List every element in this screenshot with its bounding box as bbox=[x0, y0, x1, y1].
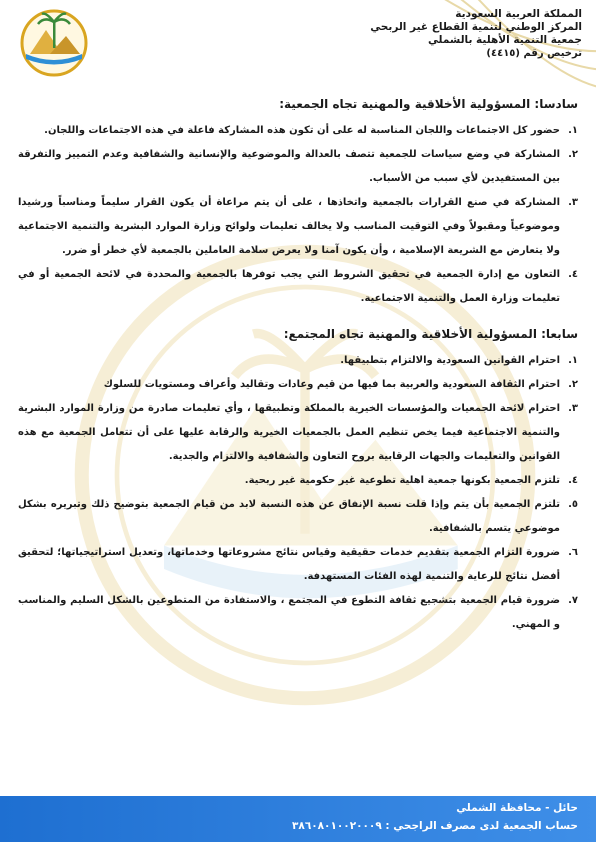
item-text: احترام القوانين السعودية والالتزام بتطبيقها. bbox=[340, 355, 560, 366]
item-number: ٣. bbox=[568, 197, 578, 208]
item-text: المشاركة في وضع سياسات للجمعية تتصف بالعدالة والموضوعية والإنسانية والشفافية وعدم التمييز والتفرقة بين المستفيدين لأي سبب من الأسباب. bbox=[18, 149, 560, 184]
section-title: سابعا: المسؤولية الأخلاقية والمهنية تجاه المجتمع: bbox=[283, 327, 578, 341]
list-item bbox=[18, 397, 578, 469]
footer-location: حائل - محافظة الشملي bbox=[456, 802, 578, 814]
license-number: ترخيص رقم (٤٤١٥) bbox=[486, 48, 582, 59]
country-name: المملكة العربية السعودية bbox=[455, 8, 582, 20]
association-name: جمعية التنمية الأهلية بالشملي bbox=[427, 34, 582, 46]
section-association bbox=[18, 95, 578, 311]
item-text: التعاون مع إدارة الجمعية في تحقيق الشروط التي يجب توفرها بالجمعية والمحددة في لائحة الجمعية أو في تعليمات وزارة العمل والتنمية الاجتماعية. bbox=[18, 269, 560, 304]
list-item bbox=[18, 493, 578, 541]
item-number: ٢. bbox=[568, 149, 578, 160]
association-logo bbox=[12, 8, 96, 78]
item-number: ٤. bbox=[568, 475, 578, 486]
list-item bbox=[18, 589, 578, 637]
item-number: ٧. bbox=[568, 595, 578, 606]
item-text: المشاركة في صنع القرارات بالجمعية واتخاذها ، على أن يتم مراعاة أن يكون القرار سليماً ومناسباً ورشيدا وموضوعياً ومقبولاً وفي التوقيت المناسب ولا يخالف تعليمات ولوائح وزارة الموارد البشرية والتنمية الاجتماعية ولا يتعارض مع الشريعة الإسلامية ، وأن يكون آمنا ولا يعرض سلامة العاملين بالجمعية لأي خطر أو ضرر. bbox=[18, 197, 560, 256]
footer-bank-account: حساب الجمعية لدى مصرف الراجحي : ٣٨٦٠٨٠١٠٠٢٠٠٠٩ bbox=[292, 820, 578, 832]
item-number: ٦. bbox=[568, 547, 578, 558]
list-item bbox=[18, 349, 578, 373]
item-text: ضرورة قيام الجمعية بتشجيع ثقافة التطوع في المجتمع ، والاستفادة من المتطوعين بالشكل السليم والمناسب و المهني. bbox=[18, 595, 560, 630]
item-text: احترام الثقافة السعودية والعربية بما فيها من قيم وعادات وتقاليد وأعراف ومستويات للسلوك bbox=[103, 379, 560, 390]
section-community bbox=[18, 325, 578, 637]
item-number: ٣. bbox=[568, 403, 578, 414]
list-item bbox=[18, 143, 578, 191]
footer-bar bbox=[0, 796, 596, 842]
item-text: حضور كل الاجتماعات واللجان المناسبة له على أن تكون هذه المشاركة فاعلة في هذه الاجتماعات واللجان. bbox=[44, 125, 560, 136]
list-item bbox=[18, 373, 578, 397]
item-text: تلتزم الجمعية بأن يتم وإذا قلت نسبة الإنفاق عن هذه النسبة لابد من قيام الجمعية بتوضيح ذلك وتبريره بشكل موضوعي يتسم بالشفافية. bbox=[18, 499, 560, 534]
item-text: ضرورة التزام الجمعية بتقديم خدمات حقيقية وقياس نتائج مشروعاتها وخدماتها، وتعديل استراتيجياتها؛ لتحقيق أفضل نتائج للرعاية والتنمية لهذه الفئات المستهدفة. bbox=[18, 547, 560, 582]
item-text: احترام لائحة الجمعيات والمؤسسات الخيرية بالمملكة وتطبيقها ، وأي تعليمات صادرة من وزارة الموارد البشرية والتنمية الاجتماعية فيما يخص تنظيم العمل بالجمعيات الخيرية والرقابة عليها على أن تتعامل الجمعية مع هذه القوانين والتعليمات والجهات الرقابية بروح التعاون والشفافية والالتزام والجدية. bbox=[18, 403, 560, 462]
item-number: ٢. bbox=[568, 379, 578, 390]
item-text: تلتزم الجمعية بكونها جمعية اهلية تطوعية غير حكومية غير ربحية. bbox=[244, 475, 560, 486]
document-body bbox=[18, 95, 578, 637]
list-item bbox=[18, 263, 578, 311]
item-number: ١. bbox=[568, 125, 578, 136]
item-number: ١. bbox=[568, 355, 578, 366]
item-number: ٥. bbox=[568, 499, 578, 510]
list-item bbox=[18, 119, 578, 143]
list-item bbox=[18, 469, 578, 493]
letterhead bbox=[182, 8, 582, 60]
center-name: المركز الوطني لتنمية القطاع غير الربحي bbox=[370, 21, 582, 33]
list-item bbox=[18, 541, 578, 589]
item-number: ٤. bbox=[568, 269, 578, 280]
section-title: سادسا: المسؤولية الأخلاقية والمهنية تجاه الجمعية: bbox=[279, 97, 578, 111]
list-item bbox=[18, 191, 578, 263]
